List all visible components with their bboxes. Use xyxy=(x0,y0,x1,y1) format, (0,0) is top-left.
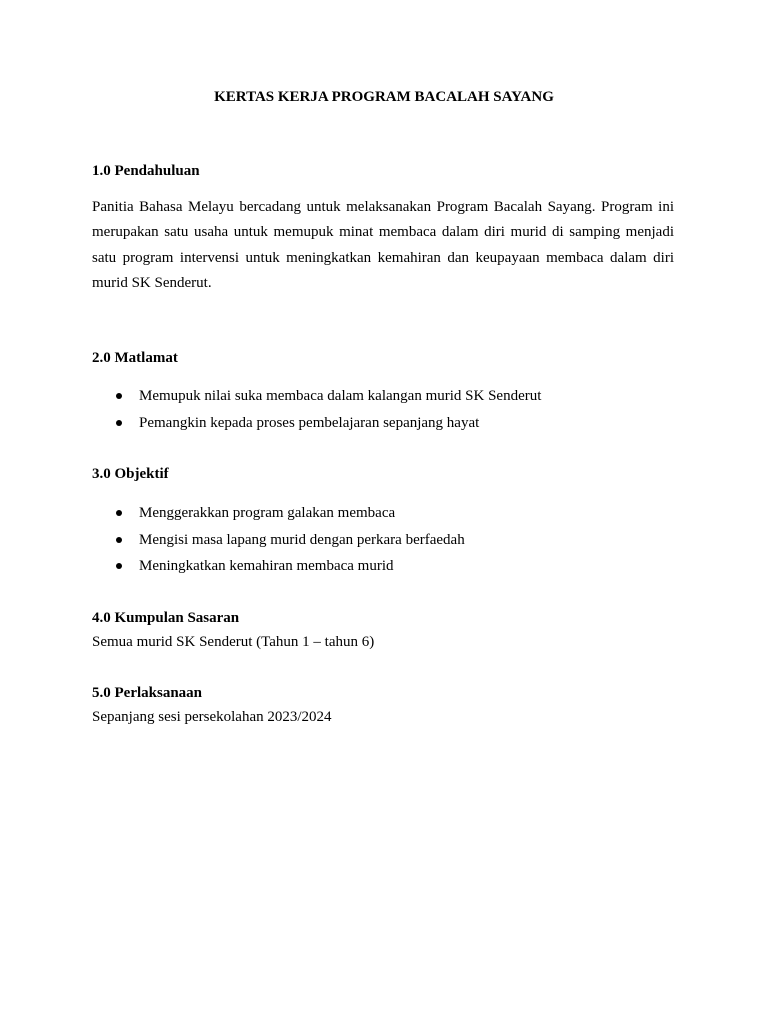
list-item-text: Pemangkin kepada proses pembelajaran sepanjang hayat xyxy=(139,414,480,431)
section-heading-pendahuluan: 1.0 Pendahuluan xyxy=(92,163,200,179)
list-item xyxy=(92,503,465,530)
list-item-text: Mengisi masa lapang murid dengan perkara berfaedah xyxy=(139,531,465,548)
bullet-icon xyxy=(116,420,122,426)
list-item-text: Meningkatkan kemahiran membaca murid xyxy=(139,558,394,574)
section-heading-kumpulan-sasaran: 4.0 Kumpulan Sasaran xyxy=(92,610,240,626)
section-paragraph-pendahuluan: Panitia Bahasa Melayu bercadang untuk melaksanakan Program Bacalah Sayang. Program ini merupakan satu usaha untuk memupuk minat membaca dalam diri murid di samping menjadi satu program intervensi untuk meningkatkan kemahiran dan keupayaan membaca dalam diri murid SK Senderut. xyxy=(92,199,674,292)
list-item-text: Memupuk nilai suka membaca dalam kalangan murid SK Senderut xyxy=(139,388,542,404)
section-text-perlaksanaan: Sepanjang sesi persekolahan 2023/2024 xyxy=(92,709,332,725)
list-item xyxy=(92,556,465,583)
document-title: KERTAS KERJA PROGRAM BACALAH SAYANG xyxy=(214,89,554,105)
section-text-kumpulan-sasaran: Semua murid SK Senderut (Tahun 1 – tahun 6) xyxy=(92,634,375,650)
list-item xyxy=(92,386,541,413)
list-item xyxy=(92,413,541,440)
section-heading-matlamat: 2.0 Matlamat xyxy=(92,350,178,366)
list-item xyxy=(92,530,465,557)
bullet-icon xyxy=(116,563,122,569)
bullet-icon xyxy=(116,393,122,399)
bullet-icon xyxy=(116,510,122,516)
section-heading-perlaksanaan: 5.0 Perlaksanaan xyxy=(92,685,203,701)
matlamat-list xyxy=(92,386,541,439)
objektif-list xyxy=(92,503,465,583)
bullet-icon xyxy=(116,537,122,543)
section-heading-objektif: 3.0 Objektif xyxy=(92,466,169,482)
list-item-text: Menggerakkan program galakan membaca xyxy=(139,505,396,521)
